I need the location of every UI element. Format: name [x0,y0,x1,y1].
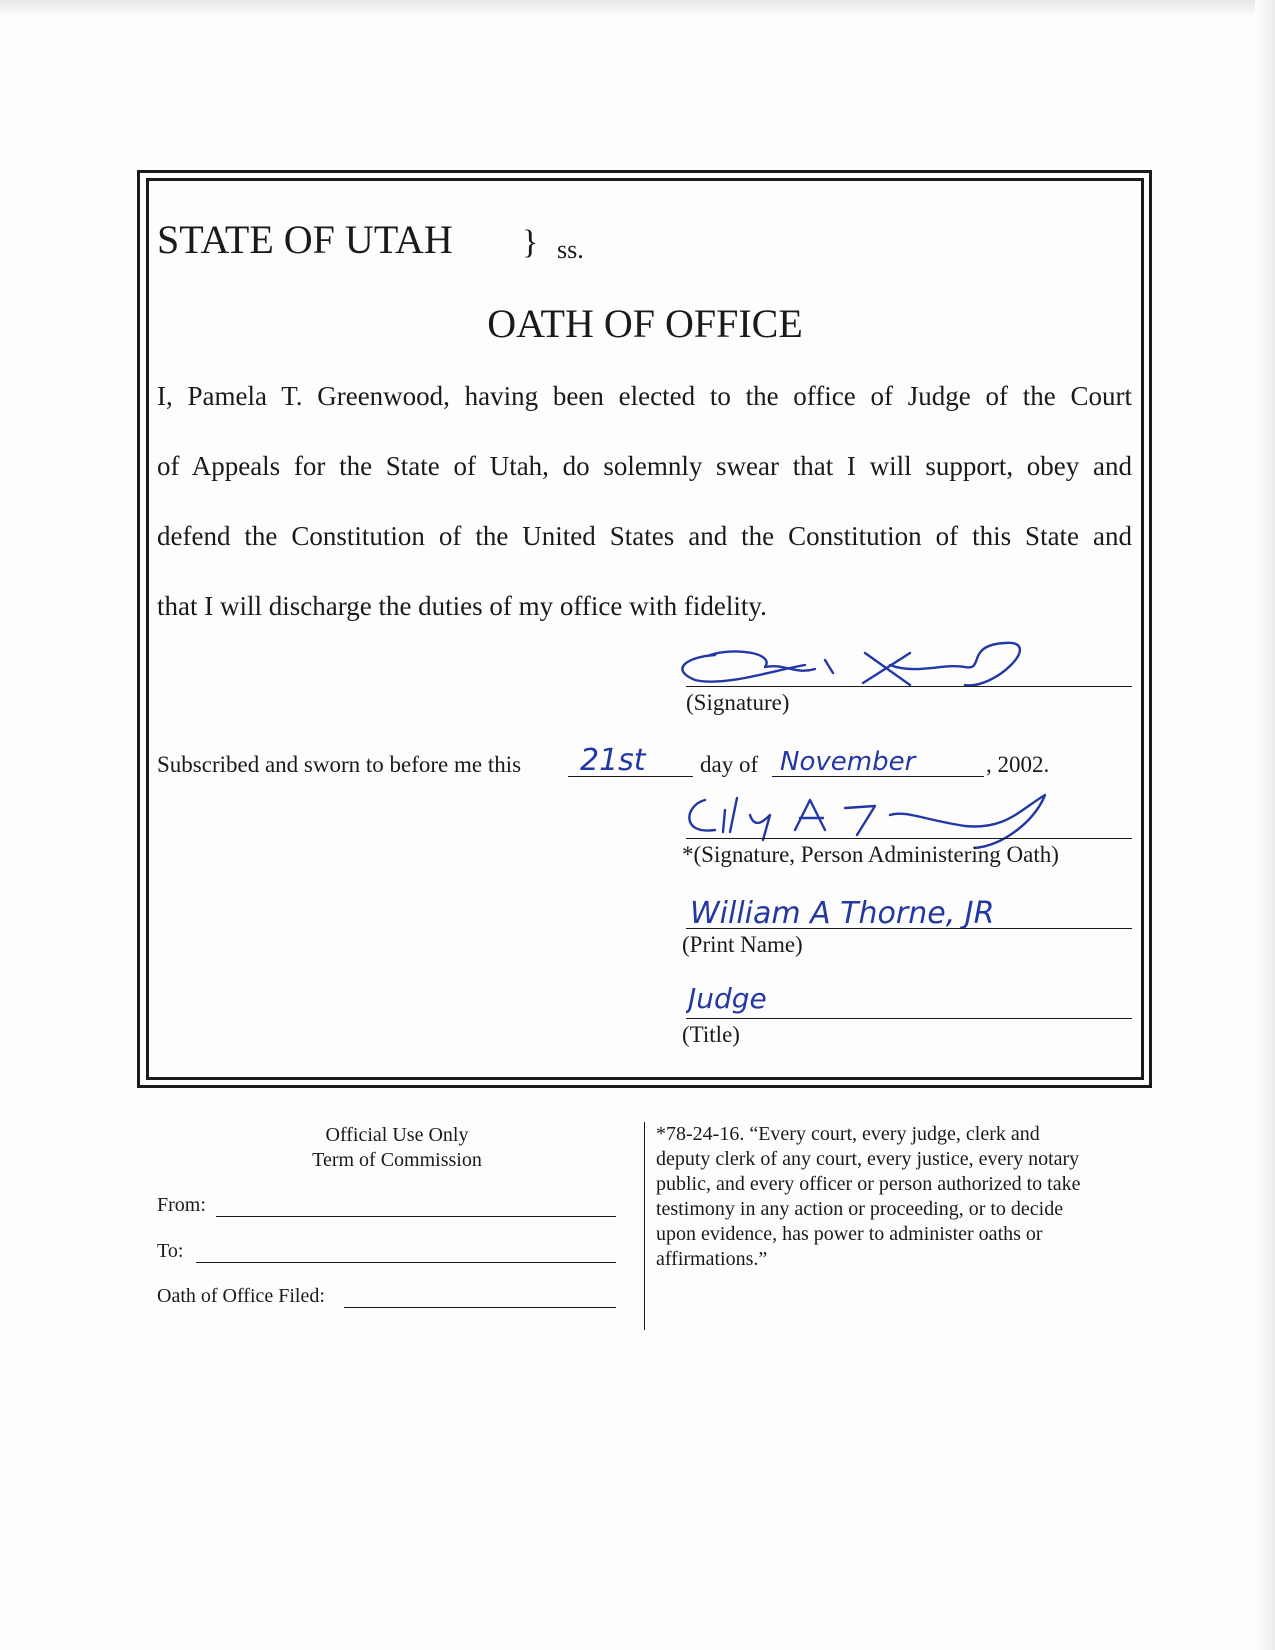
from-label: From: [157,1194,206,1216]
handwritten-print-name [686,885,1132,933]
term-of-commission-heading: Term of Commission [312,1149,482,1171]
svg-text:William A Thorne, JR: William A Thorne, JR [690,896,995,931]
statute-line: affirmations.” [656,1248,768,1270]
state-heading: STATE OF UTAH [157,217,453,262]
administrator-signature-line [686,838,1132,839]
oath-text-line-2: of Appeals for the State of Utah, do solemnly swear that I will support, obey and [157,451,1132,481]
oath-filed-label: Oath of Office Filed: [157,1285,325,1307]
subscribed-text: Subscribed and sworn to before me this [157,752,522,777]
handwritten-title [686,970,886,1018]
to-line [196,1262,616,1263]
oath-text-line-4: that I will discharge the duties of my office with fidelity. [157,591,767,621]
print-name-label: (Print Name) [682,932,803,957]
svg-text:November: November [780,747,916,777]
oath-text-line-3: defend the Constitution of the United States and the Constitution of this State and [157,521,1132,551]
venue-ss: ss. [557,235,584,264]
venue-brace: } [522,224,539,261]
statute-line: public, and every officer or person authorized to take [656,1173,1081,1195]
print-name-line [686,928,1132,929]
signature-label: (Signature) [686,690,790,715]
administrator-signature-label: *(Signature, Person Administering Oath) [682,842,1059,867]
statute-line: upon evidence, has power to administer oaths or [656,1223,1043,1245]
statute-note [656,1122,1126,1272]
svg-text:21st: 21st [580,743,646,778]
title-line [686,1018,1132,1019]
signature-line [686,686,1132,687]
handwritten-day [570,738,690,780]
from-line [216,1216,616,1217]
title-label: (Title) [682,1022,740,1047]
official-use-heading: Official Use Only [325,1124,469,1146]
svg-text:Judge: Judge [688,982,767,1015]
statute-line: testimony in any action or proceeding, or to decide [656,1198,1064,1220]
scan-right-edge [1255,0,1275,1650]
day-of-text: day of [700,752,759,777]
handwritten-month [772,738,984,780]
document-title: OATH OF OFFICE [487,301,803,346]
administrator-signature [675,790,1095,850]
oath-text-line-1: I, Pamela T. Greenwood, having been elected to the office of Judge of the Court [157,381,1132,411]
statute-line: deputy clerk of any court, every justice, every notary [656,1148,1080,1170]
to-label: To: [157,1240,184,1262]
statute-line: *78-24-16. “Every court, every judge, clerk and [656,1123,1040,1145]
oath-filed-line [344,1307,616,1308]
year-text: , 2002. [986,752,1050,777]
column-separator [644,1122,645,1330]
scan-top-shadow [0,0,1275,16]
